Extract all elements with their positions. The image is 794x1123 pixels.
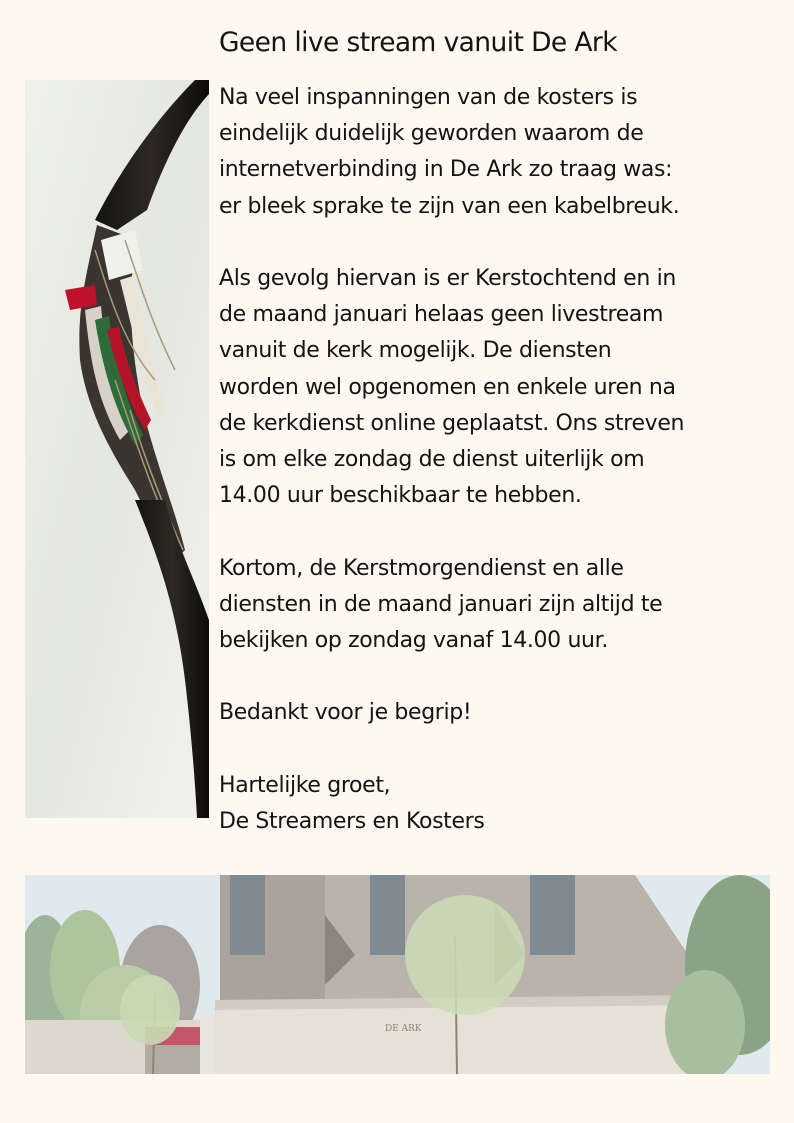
text-line: de kerkdienst online geplaatst. Ons streven xyxy=(219,410,685,436)
paragraph-thanks xyxy=(219,695,779,731)
text-line: is om elke zondag de dienst uiterlijk om xyxy=(219,447,645,473)
text-line: eindelijk duidelijk geworden waarom de xyxy=(219,121,644,147)
church-illustration xyxy=(25,875,770,1074)
paragraph-spacer xyxy=(219,514,779,550)
text-line: Hartelijke groet, xyxy=(219,772,391,798)
text-line: er bleek sprake te zijn van een kabelbreuk. xyxy=(219,193,680,219)
text-line: vanuit de kerk mogelijk. De diensten xyxy=(219,338,612,364)
text-line: internetverbinding in De Ark zo traag was: xyxy=(219,157,673,183)
paragraph-spacer xyxy=(219,732,779,768)
text-line: worden wel opgenomen en enkele uren na xyxy=(219,374,676,400)
text-line: De Streamers en Kosters xyxy=(219,809,485,834)
paragraph-consequence xyxy=(219,261,779,514)
text-line: Kortom, de Kerstmorgendienst en alle xyxy=(219,555,624,581)
church-photo xyxy=(25,875,770,1074)
church-name-sign: DE ARK xyxy=(385,1024,422,1034)
paragraph-spacer xyxy=(219,225,779,261)
paragraph-spacer xyxy=(219,659,779,695)
text-line: Als gevolg hiervan is er Kerstochtend en in xyxy=(219,266,676,291)
text-line: de maand januari helaas geen livestream xyxy=(219,302,664,328)
text-line: bekijken op zondag vanaf 14.00 uur. xyxy=(219,628,608,654)
paragraph-cable-break xyxy=(219,80,779,225)
text-line: diensten in de maand januari zijn altijd te xyxy=(219,591,663,617)
text-line: Bedankt voor je begrip! xyxy=(219,700,472,726)
page-title: Geen live stream vanuit De Ark xyxy=(219,27,617,58)
paragraph-summary xyxy=(219,551,779,660)
paragraph-signature xyxy=(219,768,779,840)
broken-cable-illustration xyxy=(25,80,209,818)
broken-cable-photo xyxy=(25,80,209,818)
letter-body xyxy=(219,80,779,840)
text-line: 14.00 uur beschikbaar te hebben. xyxy=(219,483,582,509)
text-line: Na veel inspanningen van de kosters is xyxy=(219,85,638,110)
